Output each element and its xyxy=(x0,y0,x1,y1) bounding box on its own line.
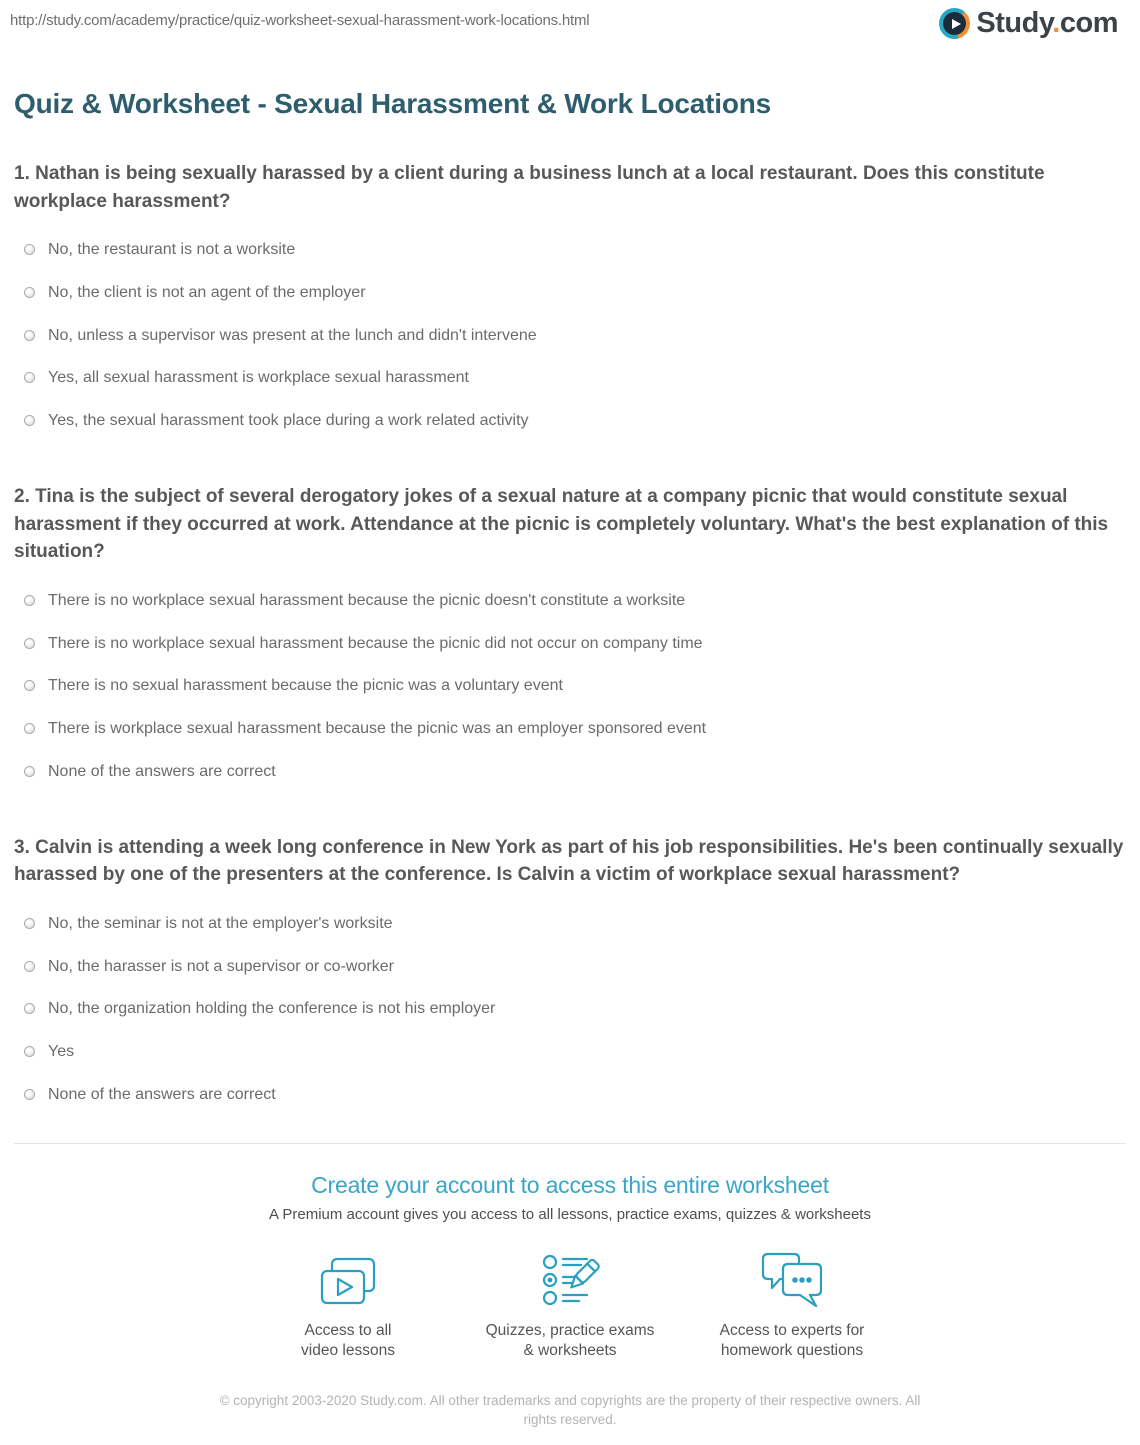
question-2-text: 2. Tina is the subject of several derogatory jokes of a sexual nature at a company picnic that would constitute sexual harassment if they occurred at work. Attendance at the picnic is completely voluntary. What's the best explanation of this situation? xyxy=(14,486,1109,563)
option-label: None of the answers are correct xyxy=(48,1085,276,1103)
answer-option[interactable] xyxy=(14,665,1126,708)
answer-option[interactable] xyxy=(14,315,1126,358)
option-label: No, the harasser is not a supervisor or co-worker xyxy=(48,957,394,975)
answer-option[interactable] xyxy=(14,229,1126,272)
option-label: No, unless a supervisor was present at the lunch and didn't intervene xyxy=(48,326,537,344)
answer-option[interactable] xyxy=(14,357,1126,400)
answer-option[interactable] xyxy=(14,1031,1126,1074)
quizzes-worksheets-icon xyxy=(464,1253,676,1309)
radio-button[interactable] xyxy=(24,372,35,383)
question-3-options xyxy=(14,903,1126,1117)
radio-button[interactable] xyxy=(24,1089,35,1100)
feature-quizzes-worksheets xyxy=(464,1253,676,1362)
feature-homework-experts xyxy=(686,1253,898,1362)
option-label: Yes, all sexual harassment is workplace sexual harassment xyxy=(48,369,469,387)
radio-button[interactable] xyxy=(24,638,35,649)
option-label: Yes xyxy=(48,1043,75,1061)
question-2-options xyxy=(14,580,1126,794)
question-2 xyxy=(14,483,1126,794)
page-title: Quiz & Worksheet - Sexual Harassment & Work Locations xyxy=(14,88,772,119)
main-content xyxy=(0,88,1140,1445)
studycom-logo[interactable] xyxy=(939,7,1118,40)
option-label: No, the client is not an agent of the employer xyxy=(48,283,366,301)
studycom-play-icon xyxy=(939,8,970,39)
cta-section xyxy=(14,1172,1126,1362)
answer-option[interactable] xyxy=(14,903,1126,946)
radio-button[interactable] xyxy=(24,961,35,972)
answer-option[interactable] xyxy=(14,580,1126,623)
option-label: None of the answers are correct xyxy=(48,762,276,780)
copyright-notice: © copyright 2003-2020 Study.com. All other trademarks and copyrights are the property of their respective owners. All rights reserved. xyxy=(219,1392,921,1427)
radio-button[interactable] xyxy=(24,1003,35,1014)
features-row xyxy=(14,1253,1126,1362)
answer-option[interactable] xyxy=(14,708,1126,751)
feature-label: Quizzes, practice exams & worksheets xyxy=(485,1321,655,1360)
question-1 xyxy=(14,160,1126,443)
answer-option[interactable] xyxy=(14,400,1126,443)
feature-label: Access to experts for homework questions xyxy=(719,1321,865,1360)
option-label: There is no sexual harassment because the picnic was a voluntary event xyxy=(48,677,563,695)
section-divider xyxy=(14,1143,1126,1144)
homework-experts-icon xyxy=(686,1253,898,1309)
radio-button[interactable] xyxy=(24,766,35,777)
radio-button[interactable] xyxy=(24,330,35,341)
option-label: There is workplace sexual harassment because the picnic was an employer sponsored event xyxy=(48,720,707,738)
studycom-logo-text: Study.com xyxy=(976,7,1118,39)
option-label: No, the seminar is not at the employer's worksite xyxy=(48,914,393,932)
answer-option[interactable] xyxy=(14,1074,1126,1117)
option-label: No, the restaurant is not a worksite xyxy=(48,241,296,259)
answer-option[interactable] xyxy=(14,946,1126,989)
header xyxy=(0,0,1140,60)
radio-button[interactable] xyxy=(24,680,35,691)
option-label: There is no workplace sexual harassment because the picnic doesn't constitute a worksite xyxy=(48,591,686,609)
feature-video-lessons xyxy=(242,1253,454,1362)
radio-button[interactable] xyxy=(24,244,35,255)
cta-subheading: A Premium account gives you access to all lessons, practice exams, quizzes & worksheets xyxy=(269,1205,871,1223)
page-url: http://study.com/academy/practice/quiz-worksheet-sexual-harassment-work-locations.html xyxy=(10,12,590,29)
radio-button[interactable] xyxy=(24,918,35,929)
radio-button[interactable] xyxy=(24,723,35,734)
video-lessons-icon xyxy=(242,1253,454,1309)
radio-button[interactable] xyxy=(24,595,35,606)
radio-button[interactable] xyxy=(24,415,35,426)
question-1-text: 1. Nathan is being sexually harassed by a client during a business lunch at a local restaurant. Does this constitute workplace harassment? xyxy=(14,163,1045,212)
answer-option[interactable] xyxy=(14,988,1126,1031)
option-label: There is no workplace sexual harassment because the picnic did not occur on company time xyxy=(48,634,703,652)
question-1-options xyxy=(14,229,1126,443)
question-3 xyxy=(14,834,1126,1117)
option-label: No, the organization holding the conference is not his employer xyxy=(48,1000,496,1018)
question-3-text: 3. Calvin is attending a week long conference in New York as part of his job responsibilities. He's been continually sexually harassed by one of the presenters at the conference. Is Calvin a victim of workplace sexual harassment? xyxy=(14,836,1124,886)
answer-option[interactable] xyxy=(14,751,1126,794)
answer-option[interactable] xyxy=(14,623,1126,666)
radio-button[interactable] xyxy=(24,1046,35,1057)
feature-label: Access to all video lessons xyxy=(301,1321,395,1360)
radio-button[interactable] xyxy=(24,287,35,298)
answer-option[interactable] xyxy=(14,272,1126,315)
option-label: Yes, the sexual harassment took place during a work related activity xyxy=(48,412,529,430)
cta-heading: Create your account to access this entire worksheet xyxy=(311,1171,829,1198)
